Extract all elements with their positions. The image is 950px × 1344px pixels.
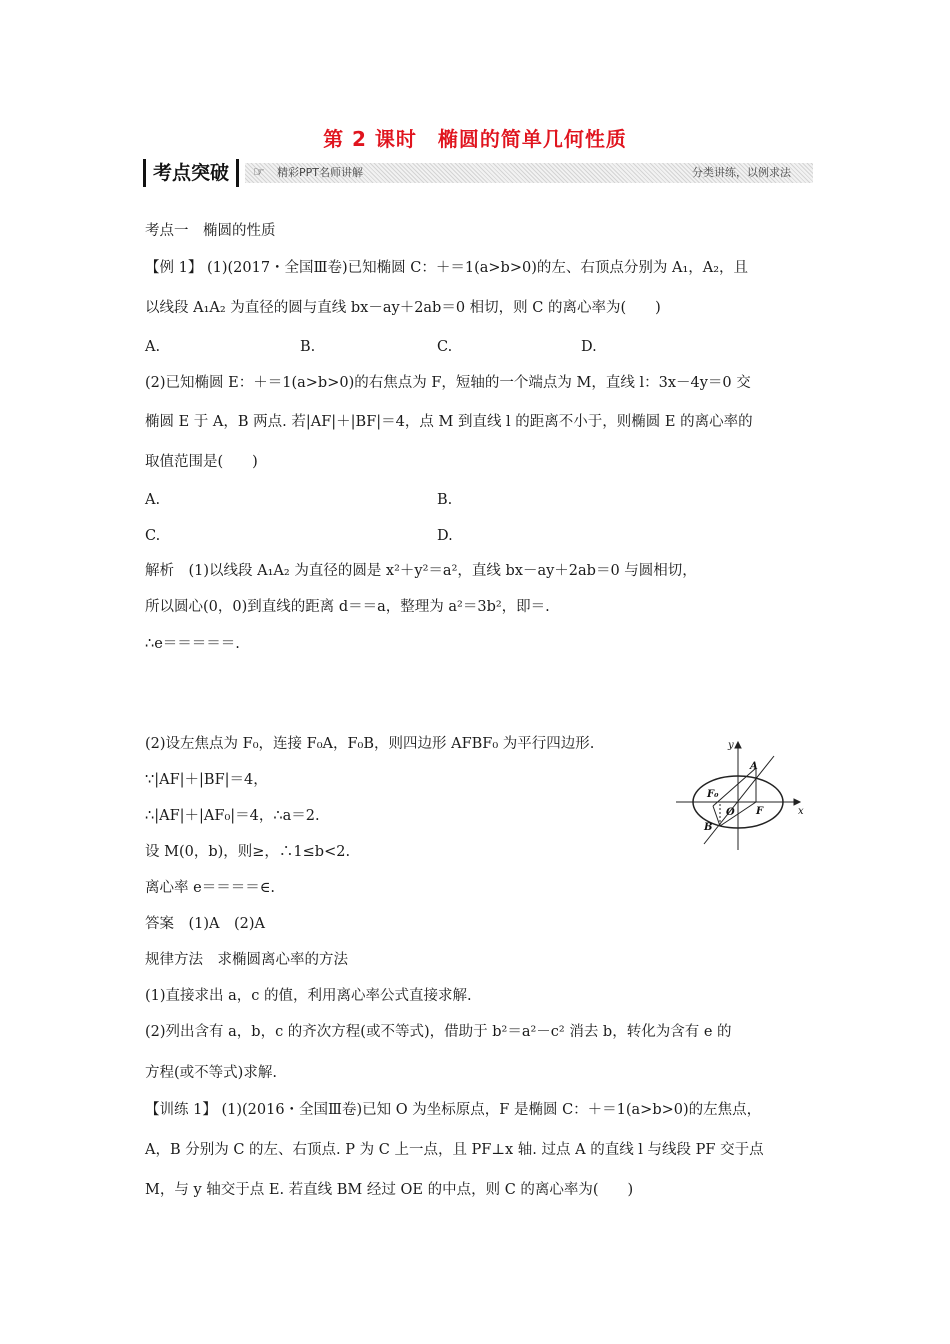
solution-line: (2)设左焦点为 F₀，连接 F₀A，F₀B，则四边形 AFBF₀ 为平行四边形. (145, 736, 595, 752)
option-c: C. (437, 339, 453, 355)
ellipse-diagram (670, 734, 810, 854)
solution-line: 所以圆心(0，0)到直线的距离 d＝＝a，整理为 a²＝3b²，即＝. (145, 599, 550, 615)
option-a: A. (145, 492, 161, 508)
exercise-line: A，B 分别为 C 的左、右顶点. P 为 C 上一点，且 PF⊥x 轴. 过点 A 的直线 l 与线段 PF 交于点 (145, 1142, 764, 1158)
example-line: 以线段 A₁A₂ 为直径的圆与直线 bx－ay＋2ab＝0 相切，则 C 的离心率为( ) (145, 300, 661, 316)
example-line: 取值范围是( ) (145, 454, 258, 470)
solution-line: 离心率 e＝＝＝＝∈. (145, 880, 276, 896)
banner-right-text: 分类讲练，以例求法 (692, 166, 791, 179)
exercise-line: 【训练 1】 (1)(2016・全国Ⅲ卷)已知 O 为坐标原点，F 是椭圆 C：＋＝1(a>b>0)的左焦点， (145, 1102, 762, 1118)
option-d: D. (581, 339, 597, 355)
option-d: D. (437, 528, 453, 544)
solution-line: 解析 (1)以线段 A₁A₂ 为直径的圆是 x²＋y²＝a²，直线 bx－ay＋2ab＝0 与圆相切， (145, 563, 697, 579)
solution-line: ∴e＝＝＝＝＝. (145, 636, 240, 652)
label-f: F (756, 806, 764, 817)
example-line: (2)已知椭圆 E：＋＝1(a>b>0)的右焦点为 F，短轴的一个端点为 M，直线 l：3x－4y＝0 交 (145, 375, 751, 391)
line-l (704, 756, 774, 844)
label-o: O (726, 807, 735, 818)
solution-line: ∵|AF|＋|BF|＝4， (145, 772, 268, 788)
exercise-line: M，与 y 轴交于点 E. 若直线 BM 经过 OE 的中点，则 C 的离心率为( ) (145, 1182, 634, 1198)
example-line: 【例 1】 (1)(2017・全国Ⅲ卷)已知椭圆 C：＋＝1(a>b>0)的左、右顶点分别为 A₁，A₂，且 (145, 260, 749, 276)
banner-subtitle: 精彩PPT名师讲解 (277, 166, 363, 179)
label-y: y (728, 740, 734, 751)
label-a: A (750, 761, 758, 772)
option-a: A. (145, 339, 161, 355)
method-heading: 规律方法 求椭圆离心率的方法 (145, 952, 348, 968)
banner-tag: 考点突破 (143, 159, 239, 187)
label-f0: F₀ (707, 789, 719, 800)
solution-line: ∴|AF|＋|AF₀|＝4，∴a＝2. (145, 808, 320, 824)
section-banner (143, 159, 813, 187)
option-b: B. (300, 339, 316, 355)
section-heading: 考点一 椭圆的性质 (145, 223, 276, 239)
page-title: 第 2 课时 椭圆的简单几何性质 (323, 127, 627, 151)
label-x: x (798, 806, 804, 817)
pointing-hand-icon: ☞ (253, 165, 265, 180)
example-line: 椭圆 E 于 A，B 两点. 若|AF|＋|BF|＝4，点 M 到直线 l 的距离不小于，则椭圆 E 的离心率的 (145, 414, 753, 430)
segment-f0b (713, 806, 720, 826)
option-c: C. (145, 528, 161, 544)
method-line: 方程(或不等式)求解. (145, 1065, 277, 1081)
label-b: B (704, 822, 713, 833)
option-b: B. (437, 492, 453, 508)
y-arrow-icon (735, 742, 741, 748)
solution-line: 设 M(0，b)，则≥，∴1≤b<2. (145, 844, 351, 860)
x-arrow-icon (794, 799, 800, 805)
answer-line: 答案 (1)A (2)A (145, 916, 266, 932)
method-line: (1)直接求出 a，c 的值，利用离心率公式直接求解. (145, 988, 472, 1004)
method-line: (2)列出含有 a，b，c 的齐次方程(或不等式)，借助于 b²＝a²－c² 消去 b，转化为含有 e 的 (145, 1024, 732, 1040)
